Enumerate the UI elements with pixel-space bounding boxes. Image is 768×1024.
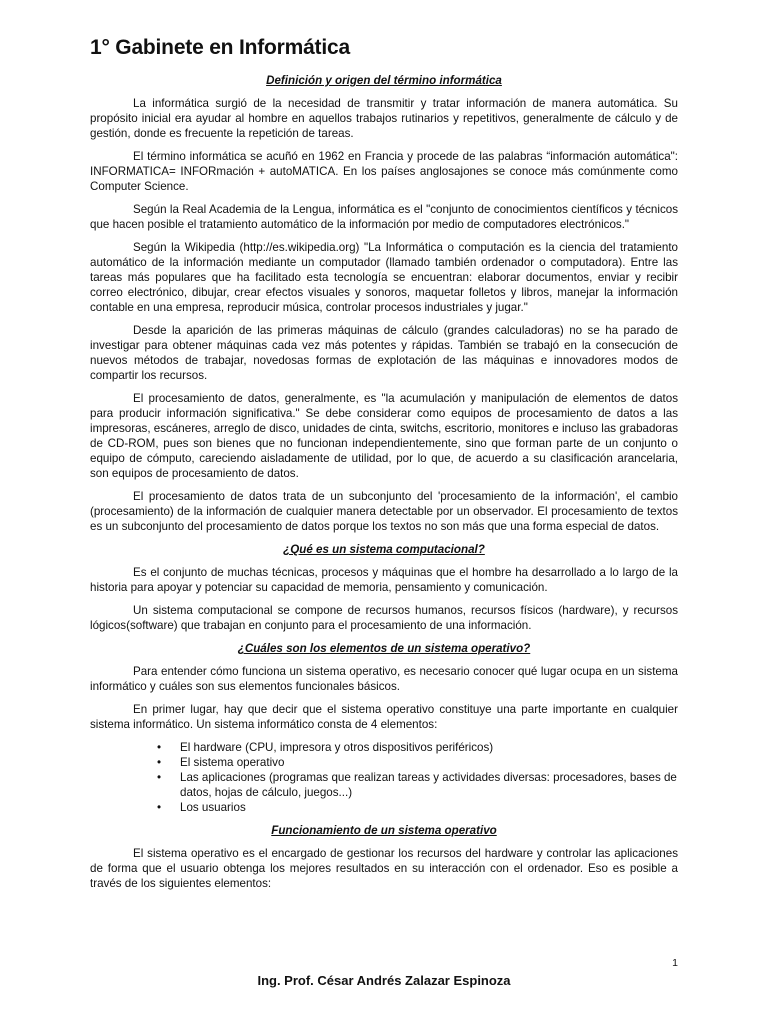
paragraph: El término informática se acuñó en 1962 en Francia y procede de las palabras “información automática": INFORMATICA= INFORmación + autoMATICA. En los países anglosajones se conoce más comúnmente como Computer Science. [90,150,678,193]
list-item-text: El sistema operativo [180,756,285,769]
elements-list [90,740,678,815]
list-item-text: Las aplicaciones (programas que realizan tareas y actividades diversas: procesadores, bases de datos, hojas de cálculo, juegos...) [180,771,677,799]
bullet-icon: • [157,756,162,769]
paragraph: Un sistema computacional se compone de recursos humanos, recursos físicos (hardware), y recursos lógicos(software) que trabajan en conjunto para el procesamiento de una información. [90,604,678,632]
paragraph: En primer lugar, hay que decir que el sistema operativo constituye una parte importante en cualquier sistema informático. Un sistema informático consta de 4 elementos: [90,703,678,731]
page-number: 1 [672,957,678,969]
paragraph: La informática surgió de la necesidad de transmitir y tratar información de manera automática. Su propósito inicial era ayudar al hombre en aquellos trabajos rutinarios y repetitivos, generalmente de cálculo y de gestión, donde es frecuente la repetición de tareas. [90,97,678,140]
list-item [157,740,678,755]
paragraph: Según la Wikipedia (http://es.wikipedia.org) "La Informática o computación es la ciencia del tratamiento automático de la información mediante un computador (llamado también ordenador o computadora). Entre las tareas más populares que ha facilitado esta tecnología se encuentran: elaborar documentos, enviar y recibir correo electrónico, dibujar, crear efectos visuales y sonoros, maquetar folletos y libros, manejar la información contable en una empresa, reproducir música, controlar procesos industriales y jugar." [90,241,678,314]
paragraph: El sistema operativo es el encargado de gestionar los recursos del hardware y controlar las aplicaciones de forma que el usuario obtenga los mejores resultados en su interacción con el ordenador. Eso es posible a través de los siguientes elementos: [90,847,678,890]
paragraph: Para entender cómo funciona un sistema operativo, es necesario conocer qué lugar ocupa en un sistema informático y cuáles son sus elementos funcionales básicos. [90,665,678,693]
section-heading-funcionamiento: Funcionamiento de un sistema operativo [271,824,497,837]
paragraph: Es el conjunto de muchas técnicas, procesos y máquinas que el hombre ha desarrollado a lo largo de la historia para apoyar y potenciar su capacidad de memoria, pensamiento y comunicación. [90,566,678,594]
section-heading-definicion: Definición y origen del término informática [266,74,502,87]
section-heading-sistema-computacional: ¿Qué es un sistema computacional? [283,543,485,556]
paragraph: El procesamiento de datos, generalmente, es "la acumulación y manipulación de elementos de datos para producir información significativa." Se debe considerar como equipos de procesamiento de datos a las impresoras, escáneres, arreglo de disco, unidades de cinta, switchs, escritorio, monitores e incluso las grabadoras de CD-ROM, pues son bienes que no funcionan independientemente, sino que forman parte de un conjunto o equipo de cómputo, careciendo aisladamente de utilidad, por lo que, de acuerdo a su clasificación arancelaria, son equipos de procesamiento de datos. [90,392,678,480]
paragraph: Desde la aparición de las primeras máquinas de cálculo (grandes calculadoras) no se ha parado de investigar para obtener máquinas cada vez más potentes y rápidas. También se trabajó en la consecución de nuevos métodos de trabajar, novedosas formas de explotación de las máquinas e innovadores modos de compartir los recursos. [90,324,678,382]
bullet-icon: • [157,801,162,814]
section-heading-elementos: ¿Cuáles son los elementos de un sistema operativo? [237,642,531,655]
page-footer: Ing. Prof. César Andrés Zalazar Espinoza [257,973,511,988]
bullet-icon: • [157,741,162,754]
bullet-icon: • [157,771,162,784]
list-item [157,770,678,800]
list-item [157,800,678,815]
paragraph: El procesamiento de datos trata de un subconjunto del 'procesamiento de la información', el cambio (procesamiento) de la información de cualquier manera detectable por un observador. El procesamiento de textos es un subconjunto del procesamiento de datos porque los textos no son más que una forma especial de datos. [90,490,678,533]
document-title: 1° Gabinete en Informática [90,36,350,59]
paragraph: Según la Real Academia de la Lengua, informática es el "conjunto de conocimientos científicos y técnicos que hacen posible el tratamiento automático de la información por medio de computadores electrónicos." [90,203,678,231]
list-item-text: Los usuarios [180,801,246,814]
list-item-text: El hardware (CPU, impresora y otros dispositivos periféricos) [180,741,494,754]
list-item [157,755,678,770]
